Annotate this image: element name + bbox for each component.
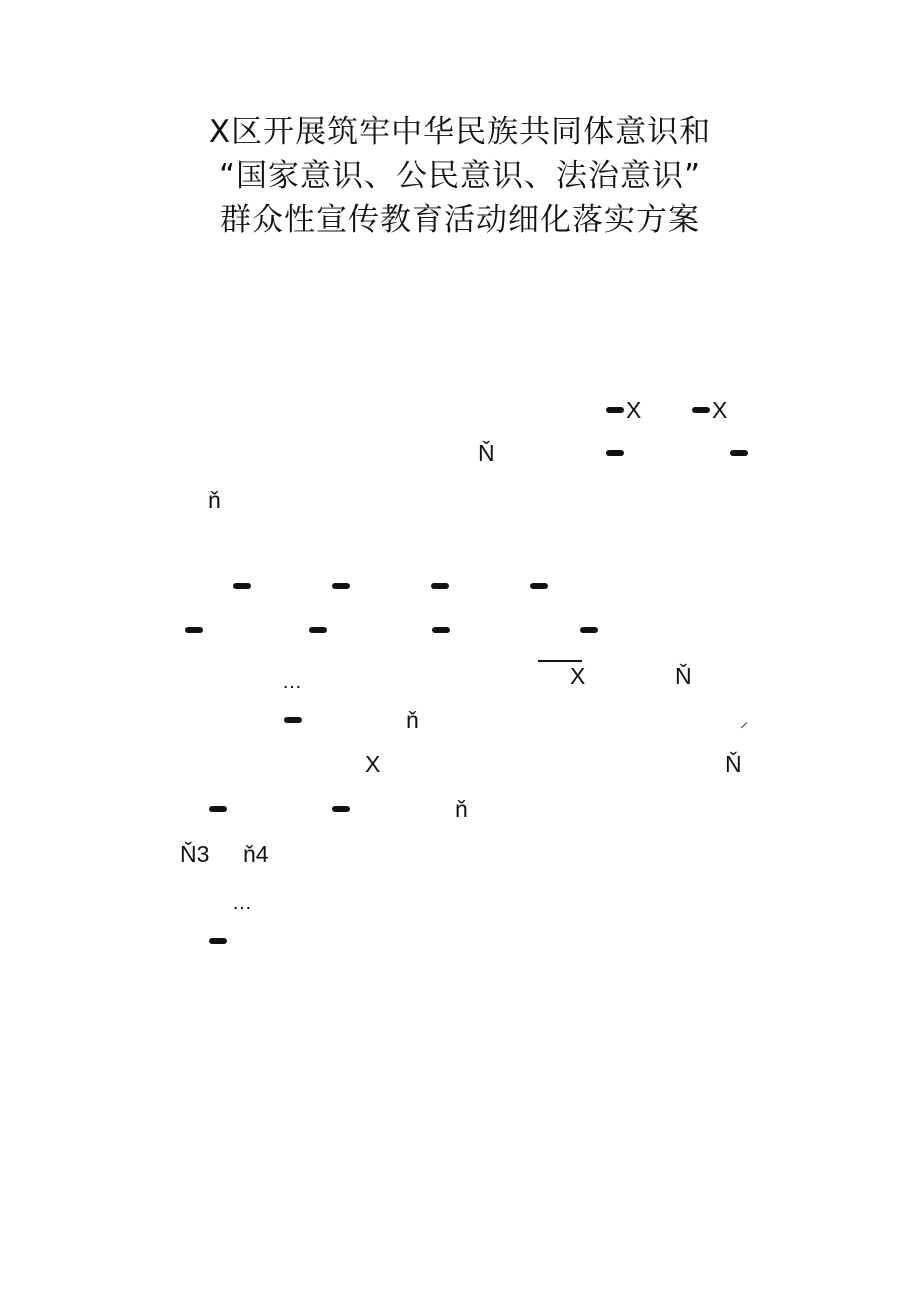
glyph-n-caron: Ň (478, 440, 495, 466)
glyph-n-caron-small: ň (406, 707, 419, 733)
dash-mark (332, 583, 350, 589)
tick-mark: ⸝ (740, 714, 749, 731)
dash-mark (730, 450, 748, 456)
ellipsis-mark: … (232, 892, 252, 914)
dash-mark (209, 938, 227, 944)
glyph-x: X (570, 663, 586, 689)
dash-mark (431, 583, 449, 589)
glyph-x: X (365, 751, 381, 777)
dash-mark (309, 627, 327, 633)
dash-mark (284, 717, 302, 723)
glyph-n-caron-small: ň (208, 487, 221, 513)
glyph-n-caron-small-digit: ň4 (243, 841, 269, 867)
dash-mark (606, 407, 624, 413)
dash-mark (185, 627, 203, 633)
dash-mark (580, 627, 598, 633)
glyph-n-caron-digit: Ň3 (180, 841, 210, 867)
dash-mark (332, 806, 350, 812)
title-line-3: 群众性宣传教育活动细化落实方案 (220, 202, 700, 238)
dash-mark (233, 583, 251, 589)
title-line-1: X区开展筑牢中华民族共同体意识和 (208, 114, 712, 150)
dash-mark (606, 450, 624, 456)
glyph-n-caron-small: ň (455, 796, 468, 822)
glyph-n-caron: Ň (725, 751, 742, 777)
dash-mark (530, 583, 548, 589)
ellipsis-mark: … (282, 671, 302, 693)
document-title (0, 110, 920, 242)
dash-mark (432, 627, 450, 633)
title-line-2: “国家意识、公民意识、法治意识” (218, 158, 702, 194)
dash-mark (209, 806, 227, 812)
glyph-n-caron: Ň (675, 663, 692, 689)
glyph-x: X (712, 397, 728, 423)
overline-rule (538, 660, 582, 662)
dash-mark (692, 407, 710, 413)
glyph-x: X (626, 397, 642, 423)
